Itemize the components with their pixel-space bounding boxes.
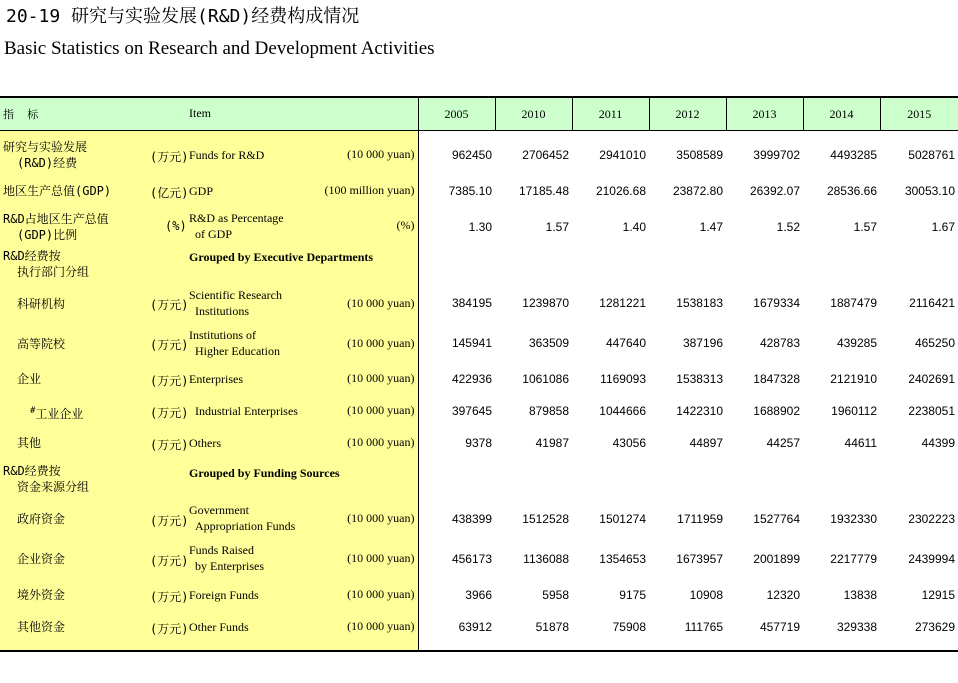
row-unit-english: (10 000 yuan)	[347, 402, 415, 417]
value-cell: 9175	[619, 587, 646, 602]
row-unit-chinese: (%)	[165, 218, 187, 233]
table-row	[0, 499, 958, 539]
row-label	[0, 363, 418, 395]
row-label-english: Institutions	[195, 303, 250, 318]
row-label-chinese: 其他	[17, 435, 42, 450]
value-cell: 1239870	[522, 295, 569, 310]
value-cell: 44399	[921, 435, 955, 450]
section-label-chinese: R&D经费按	[3, 463, 61, 478]
table-row	[0, 131, 958, 173]
row-label	[0, 611, 418, 651]
row-label	[0, 283, 418, 323]
value-cell: 1044666	[599, 403, 646, 418]
row-label	[0, 539, 418, 579]
row-label-english: of GDP	[195, 226, 233, 241]
row-unit-english: (100 million yuan)	[324, 182, 415, 197]
row-label-chinese-text: 工业企业	[35, 406, 84, 421]
value-cell: 2706452	[522, 147, 569, 162]
row-label-english: Institutions of	[189, 327, 257, 342]
value-cell: 111765	[649, 611, 726, 651]
value-cell: 12915	[921, 587, 955, 602]
row-label-chinese: 政府资金	[17, 511, 66, 526]
table-row	[0, 209, 958, 246]
row-label-chinese: R&D占地区生产总值	[3, 211, 109, 226]
value-cell: 2001899	[753, 551, 800, 566]
table-row	[0, 323, 958, 363]
row-label-chinese: 企业	[17, 371, 42, 386]
row-unit-chinese: (万元)	[150, 297, 189, 312]
row-label-chinese: (GDP)比例	[17, 227, 78, 242]
value-cell: 879858	[528, 403, 569, 418]
value-cell: 1.47	[699, 220, 723, 234]
row-unit-english: (10 000 yuan)	[347, 295, 415, 310]
value-cell: 51878	[495, 611, 572, 651]
value-cell: 1688902	[753, 403, 800, 418]
value-cell: 422936	[451, 371, 492, 386]
item-header-chinese: 指 标	[3, 108, 39, 121]
value-cell: 1169093	[600, 371, 646, 386]
value-cell: 145941	[451, 335, 492, 350]
row-label-chinese: 科研机构	[17, 296, 66, 311]
value-cell: 12320	[766, 587, 800, 602]
value-cell: 9378	[465, 435, 492, 450]
table-row	[0, 539, 958, 579]
value-cell: 456173	[451, 551, 492, 566]
value-cell: 1501274	[599, 511, 646, 526]
row-unit-chinese: (万元)	[150, 405, 189, 420]
table-row	[0, 427, 958, 459]
row-unit-chinese: (万元)	[150, 513, 189, 528]
row-label-english: Industrial Enterprises	[195, 403, 298, 418]
value-cell: 28536.66	[826, 183, 877, 198]
value-cell: 44897	[689, 435, 723, 450]
value-cell: 1538313	[676, 371, 723, 386]
year-header: 2015	[880, 97, 958, 131]
year-header: 2013	[726, 97, 803, 131]
value-cell: 1960112	[831, 403, 877, 418]
value-cell: 30053.10	[904, 183, 955, 198]
value-cell: 5958	[542, 587, 569, 602]
row-label-english: Enterprises	[189, 371, 243, 386]
table-section-row	[0, 246, 958, 283]
row-unit-chinese: (万元)	[150, 437, 189, 452]
row-label-english: Others	[189, 435, 221, 450]
row-unit-chinese: (亿元)	[150, 185, 189, 200]
value-cell: 2941010	[599, 147, 646, 162]
row-label-chinese: 高等院校	[17, 336, 66, 351]
value-cell: 17185.48	[518, 183, 569, 198]
value-cell: 447640	[605, 335, 646, 350]
row-label	[0, 173, 418, 209]
year-header: 2005	[418, 97, 495, 131]
row-unit-chinese: (万元)	[150, 589, 189, 604]
table-row	[0, 579, 958, 611]
value-cell: 2217779	[830, 551, 877, 566]
item-header-english: Item	[189, 106, 211, 120]
row-unit-chinese: (万元)	[150, 337, 189, 352]
value-cell: 1527764	[753, 511, 800, 526]
row-label-english: Funds Raised	[189, 542, 255, 557]
value-cell: 44257	[766, 435, 800, 450]
value-cell: 2402691	[908, 371, 955, 386]
value-cell: 387196	[682, 335, 723, 350]
year-header: 2014	[803, 97, 880, 131]
year-header: 2011	[572, 97, 649, 131]
section-label	[0, 459, 418, 499]
row-unit-english: (10 000 yuan)	[347, 586, 415, 601]
value-cell: 2121910	[830, 371, 877, 386]
year-header: 2012	[649, 97, 726, 131]
row-unit-chinese: (万元)	[150, 621, 189, 636]
row-label	[0, 209, 418, 246]
value-cell: 3508589	[676, 147, 723, 162]
row-unit-english: (10 000 yuan)	[347, 618, 415, 633]
value-cell: 23872.80	[672, 183, 723, 198]
value-cell: 1061086	[522, 371, 569, 386]
value-cell: 3966	[465, 587, 492, 602]
row-label-chinese	[30, 403, 83, 422]
table-header-row	[0, 97, 958, 131]
value-cell: 2302223	[908, 511, 955, 526]
page-title-chinese: 20-19 研究与实验发展(R&D)经费构成情况	[6, 6, 360, 27]
value-cell: 2116421	[909, 295, 955, 310]
value-cell: 43056	[612, 435, 646, 450]
value-cell: 1847328	[753, 371, 800, 386]
value-cell: 44611	[844, 435, 877, 450]
section-label-english: Grouped by Executive Departments	[189, 249, 374, 264]
row-label	[0, 579, 418, 611]
value-cell: 5028761	[908, 147, 955, 162]
value-cell: 21026.68	[595, 183, 646, 198]
value-cell: 26392.07	[749, 183, 800, 198]
value-cell: 1887479	[830, 295, 877, 310]
value-cell: 75908	[572, 611, 649, 651]
value-cell: 363509	[528, 335, 569, 350]
value-cell: 1.57	[545, 220, 569, 234]
value-cell: 2439994	[908, 551, 955, 566]
value-cell: 273629	[880, 611, 958, 651]
row-label	[0, 131, 418, 173]
table-row	[0, 611, 958, 651]
section-label-chinese: 资金来源分组	[17, 479, 90, 494]
row-unit-english: (10 000 yuan)	[347, 335, 415, 350]
table-row	[0, 283, 958, 323]
row-label-english: Scientific Research	[189, 287, 282, 302]
value-cell: 1281221	[599, 295, 646, 310]
value-cell: 1354653	[599, 551, 646, 566]
value-cell: 3999702	[753, 147, 800, 162]
row-label	[0, 499, 418, 539]
page-title-english: Basic Statistics on Research and Development Activities	[4, 38, 435, 59]
row-label-chinese: 境外资金	[17, 587, 66, 602]
row-label-english: Appropriation Funds	[195, 518, 296, 533]
row-label-english: Government	[189, 502, 249, 517]
row-label-english: Other Funds	[189, 619, 249, 634]
value-cell: 1512528	[522, 511, 569, 526]
value-cell: 438399	[451, 511, 492, 526]
value-cell: 1932330	[830, 511, 877, 526]
section-label-chinese: R&D经费按	[3, 248, 61, 263]
row-label-english: Funds for R&D	[189, 148, 265, 162]
table-row	[0, 363, 958, 395]
footnote-mark: #	[30, 405, 36, 416]
value-cell: 329338	[803, 611, 880, 651]
item-header	[0, 97, 418, 131]
value-cell: 465250	[914, 335, 955, 350]
value-cell: 1.52	[776, 220, 800, 234]
value-cell: 10908	[689, 587, 723, 602]
row-label	[0, 323, 418, 363]
row-label-english: Higher Education	[195, 343, 280, 358]
value-cell: 7385.10	[448, 183, 492, 198]
row-label-english: Foreign Funds	[189, 587, 259, 602]
row-unit-english: (10 000 yuan)	[347, 550, 415, 565]
value-cell: 962450	[451, 147, 492, 162]
row-unit-chinese: (万元)	[150, 150, 189, 164]
value-cell: 1673957	[676, 551, 723, 566]
row-unit-chinese: (万元)	[150, 553, 189, 568]
value-cell: 428783	[759, 335, 800, 350]
row-label-chinese: (R&D)经费	[17, 156, 78, 170]
value-cell: 63912	[418, 611, 495, 651]
statistics-table	[0, 96, 958, 652]
row-label-chinese: 企业资金	[17, 551, 66, 566]
table-section-row	[0, 459, 958, 499]
value-cell: 1711959	[677, 511, 723, 526]
row-label	[0, 395, 418, 427]
value-cell: 439285	[836, 335, 877, 350]
row-unit-english: (10 000 yuan)	[347, 370, 415, 385]
value-cell: 1422310	[676, 403, 723, 418]
value-cell: 1538183	[676, 295, 723, 310]
row-label-english: by Enterprises	[195, 558, 264, 573]
value-cell: 2238051	[908, 403, 955, 418]
section-label	[0, 246, 418, 283]
value-cell: 1.67	[931, 220, 955, 234]
year-header: 2010	[495, 97, 572, 131]
row-unit-english: (10 000 yuan)	[347, 434, 415, 449]
row-unit-english: (10 000 yuan)	[347, 510, 415, 525]
row-unit-chinese: (万元)	[150, 373, 189, 388]
value-cell: 4493285	[830, 147, 877, 162]
value-cell: 457719	[726, 611, 803, 651]
value-cell: 1679334	[753, 295, 800, 310]
section-label-chinese: 执行部门分组	[17, 264, 90, 279]
table-row	[0, 395, 958, 427]
row-label-english: R&D as Percentage	[189, 210, 284, 225]
value-cell: 1.40	[622, 220, 646, 234]
row-label-chinese: 研究与实验发展	[3, 140, 88, 154]
value-cell: 1.30	[468, 220, 492, 234]
section-label-english: Grouped by Funding Sources	[189, 465, 340, 480]
row-unit-english: (%)	[396, 217, 415, 232]
value-cell: 1.57	[853, 220, 877, 234]
row-label-english: GDP	[189, 183, 214, 198]
row-label-chinese: 地区生产总值(GDP)	[3, 183, 112, 198]
value-cell: 13838	[843, 587, 877, 602]
value-cell: 41987	[535, 435, 569, 450]
value-cell: 397645	[451, 403, 492, 418]
value-cell: 384195	[451, 295, 492, 310]
row-label	[0, 427, 418, 459]
row-label-chinese: 其他资金	[17, 619, 66, 634]
row-unit-english: (10 000 yuan)	[347, 147, 415, 161]
value-cell: 1136088	[523, 551, 569, 566]
table-row	[0, 173, 958, 209]
